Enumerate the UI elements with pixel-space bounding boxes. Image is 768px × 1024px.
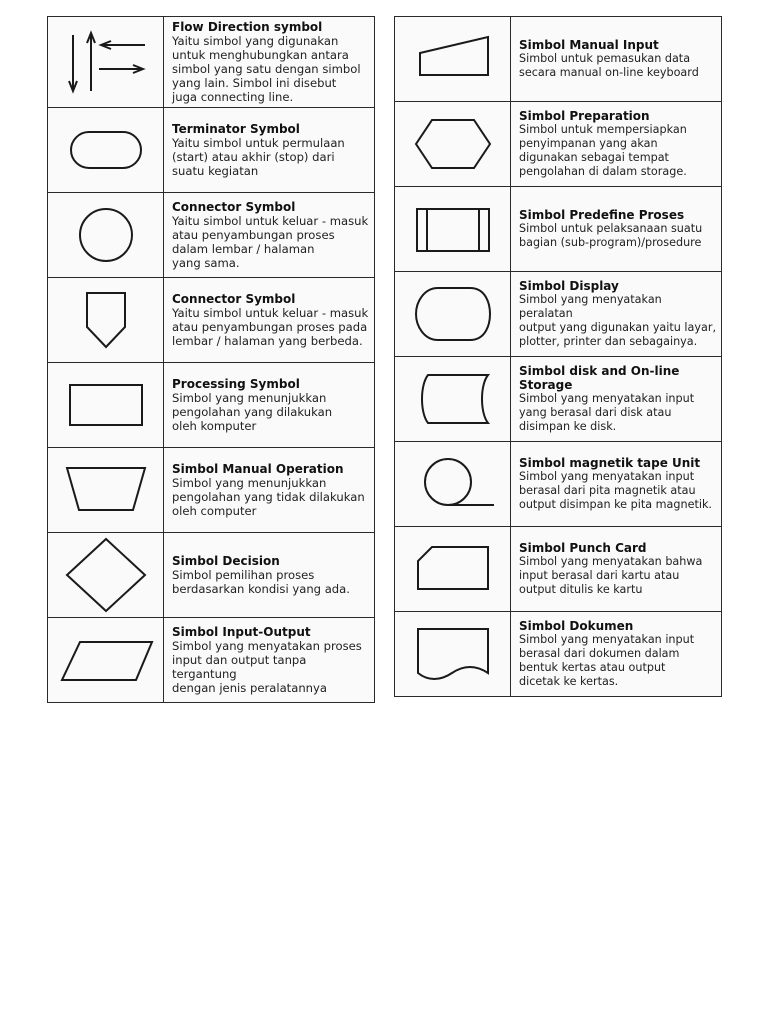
symbol-description: Yaitu simbol yang digunakan untuk menghubungkan antara simbol yang satu dengan simbol yang lain. Simbol ini disebut juga connecting line. — [172, 34, 361, 104]
symbol-description-cell — [511, 357, 722, 442]
symbol-description-cell — [164, 17, 375, 108]
symbol-description-cell — [164, 533, 375, 618]
symbol-cell — [48, 278, 164, 363]
table-row — [48, 618, 375, 703]
symbol-title: Simbol disk and On-line Storage — [519, 364, 680, 392]
symbol-description-cell — [511, 442, 722, 527]
symbol-cell — [48, 193, 164, 278]
disk-storage-icon — [408, 367, 498, 431]
symbol-description-cell — [164, 108, 375, 193]
table-row — [48, 193, 375, 278]
symbol-cell — [395, 17, 511, 102]
table-row — [395, 187, 722, 272]
symbol-description: Yaitu simbol untuk keluar - masuk atau penyambungan proses dalam lembar / halaman yang sama. — [172, 214, 369, 270]
symbol-cell — [395, 357, 511, 442]
symbol-title: Simbol Display — [519, 279, 619, 293]
symbol-cell — [48, 533, 164, 618]
symbol-cell — [395, 612, 511, 697]
symbol-description: Simbol yang menunjukkan pengolahan yang dilakukan oleh komputer — [172, 391, 333, 433]
table-row — [48, 533, 375, 618]
symbol-title: Simbol Manual Input — [519, 38, 659, 52]
symbol-description-cell — [511, 612, 722, 697]
symbol-description-cell — [511, 272, 722, 357]
table-row — [48, 363, 375, 448]
symbol-title: Processing Symbol — [172, 377, 300, 391]
symbol-cell — [48, 618, 164, 703]
terminator-icon — [61, 120, 151, 180]
symbol-title: Simbol magnetik tape Unit — [519, 456, 701, 470]
symbol-description-cell — [164, 193, 375, 278]
symbol-title: Terminator Symbol — [172, 122, 300, 136]
symbol-title: Simbol Preparation — [519, 109, 650, 123]
symbol-cell — [48, 448, 164, 533]
symbol-description: Yaitu simbol untuk permulaan (start) atau akhir (stop) dari suatu kegiatan — [172, 136, 345, 178]
symbol-cell — [395, 187, 511, 272]
predefined-process-icon — [408, 199, 498, 259]
symbol-cell — [395, 102, 511, 187]
symbol-description: Simbol yang menyatakan peralatan output yang digunakan yaitu layar, plotter, printer dan sebagainya. — [519, 293, 717, 348]
symbol-cell — [395, 442, 511, 527]
symbol-description-cell — [511, 17, 722, 102]
symbol-description: Simbol untuk pemasukan data secara manual on-line keyboard — [519, 52, 699, 79]
symbol-title: Simbol Dokumen — [519, 619, 634, 633]
processing-icon — [61, 375, 151, 435]
table-row — [395, 442, 722, 527]
symbol-title: Connector Symbol — [172, 292, 296, 306]
symbol-description-cell — [164, 363, 375, 448]
table-row — [48, 448, 375, 533]
symbol-title: Flow Direction symbol — [172, 20, 323, 34]
punch-card-icon — [408, 539, 498, 599]
symbol-title: Simbol Input-Output — [172, 625, 311, 639]
symbol-cell — [395, 527, 511, 612]
off-page-connector-icon — [61, 287, 151, 353]
document-icon — [408, 621, 498, 687]
symbol-cell — [395, 272, 511, 357]
symbol-table-left — [47, 16, 375, 703]
connector-circle-icon — [61, 203, 151, 267]
symbol-title: Simbol Predefine Proses — [519, 208, 685, 222]
symbol-description: Simbol yang menyatakan proses input dan output tanpa tergantung dengan jenis peralatannya — [172, 639, 362, 695]
symbol-title: Connector Symbol — [172, 200, 296, 214]
symbol-description-cell — [511, 102, 722, 187]
flow-direction-icon — [61, 27, 151, 97]
symbol-cell — [48, 108, 164, 193]
manual-input-icon — [408, 29, 498, 89]
symbol-description-cell — [164, 618, 375, 703]
symbol-cell — [48, 363, 164, 448]
symbol-title: Simbol Punch Card — [519, 541, 647, 555]
table-row — [395, 527, 722, 612]
symbol-cell — [48, 17, 164, 108]
symbol-description: Simbol pemilihan proses berdasarkan kondisi yang ada. — [172, 568, 350, 596]
input-output-icon — [56, 630, 156, 690]
table-row — [395, 612, 722, 697]
symbol-description: Yaitu simbol untuk keluar - masuk atau penyambungan proses pada lembar / halaman yang berbeda. — [172, 306, 369, 348]
symbol-description-cell — [511, 187, 722, 272]
symbol-description: Simbol yang menyatakan bahwa input berasal dari kartu atau output ditulis ke kartu — [519, 555, 703, 596]
symbol-description: Simbol yang menyatakan input berasal dari pita magnetik atau output disimpan ke pita magnetik. — [519, 470, 712, 511]
symbol-description: Simbol yang menyatakan input berasal dari dokumen dalam bentuk kertas atau output dicetak ke kertas. — [519, 633, 695, 688]
table-row — [395, 17, 722, 102]
table-row — [395, 357, 722, 442]
symbol-description: Simbol yang menunjukkan pengolahan yang tidak dilakukan oleh computer — [172, 476, 365, 518]
decision-icon — [61, 537, 151, 613]
magnetic-tape-icon — [408, 452, 498, 516]
table-row — [395, 102, 722, 187]
symbol-title: Simbol Manual Operation — [172, 462, 344, 476]
manual-operation-icon — [61, 460, 151, 520]
preparation-icon — [408, 112, 498, 176]
symbol-description-cell — [164, 448, 375, 533]
table-row — [395, 272, 722, 357]
symbol-description: Simbol untuk pelaksanaan suatu bagian (sub-program)/prosedure — [519, 222, 703, 249]
symbol-description: Simbol untuk mempersiapkan penyimpanan yang akan digunakan sebagai tempat pengolahan di dalam storage. — [519, 123, 687, 178]
symbol-description-cell — [164, 278, 375, 363]
table-row — [48, 108, 375, 193]
symbol-description-cell — [511, 527, 722, 612]
symbol-title: Simbol Decision — [172, 554, 280, 568]
symbol-description: Simbol yang menyatakan input yang berasal dari disk atau disimpan ke disk. — [519, 392, 695, 433]
symbol-table-right — [394, 16, 722, 697]
table-row — [48, 278, 375, 363]
display-icon — [408, 282, 498, 346]
table-row — [48, 17, 375, 108]
